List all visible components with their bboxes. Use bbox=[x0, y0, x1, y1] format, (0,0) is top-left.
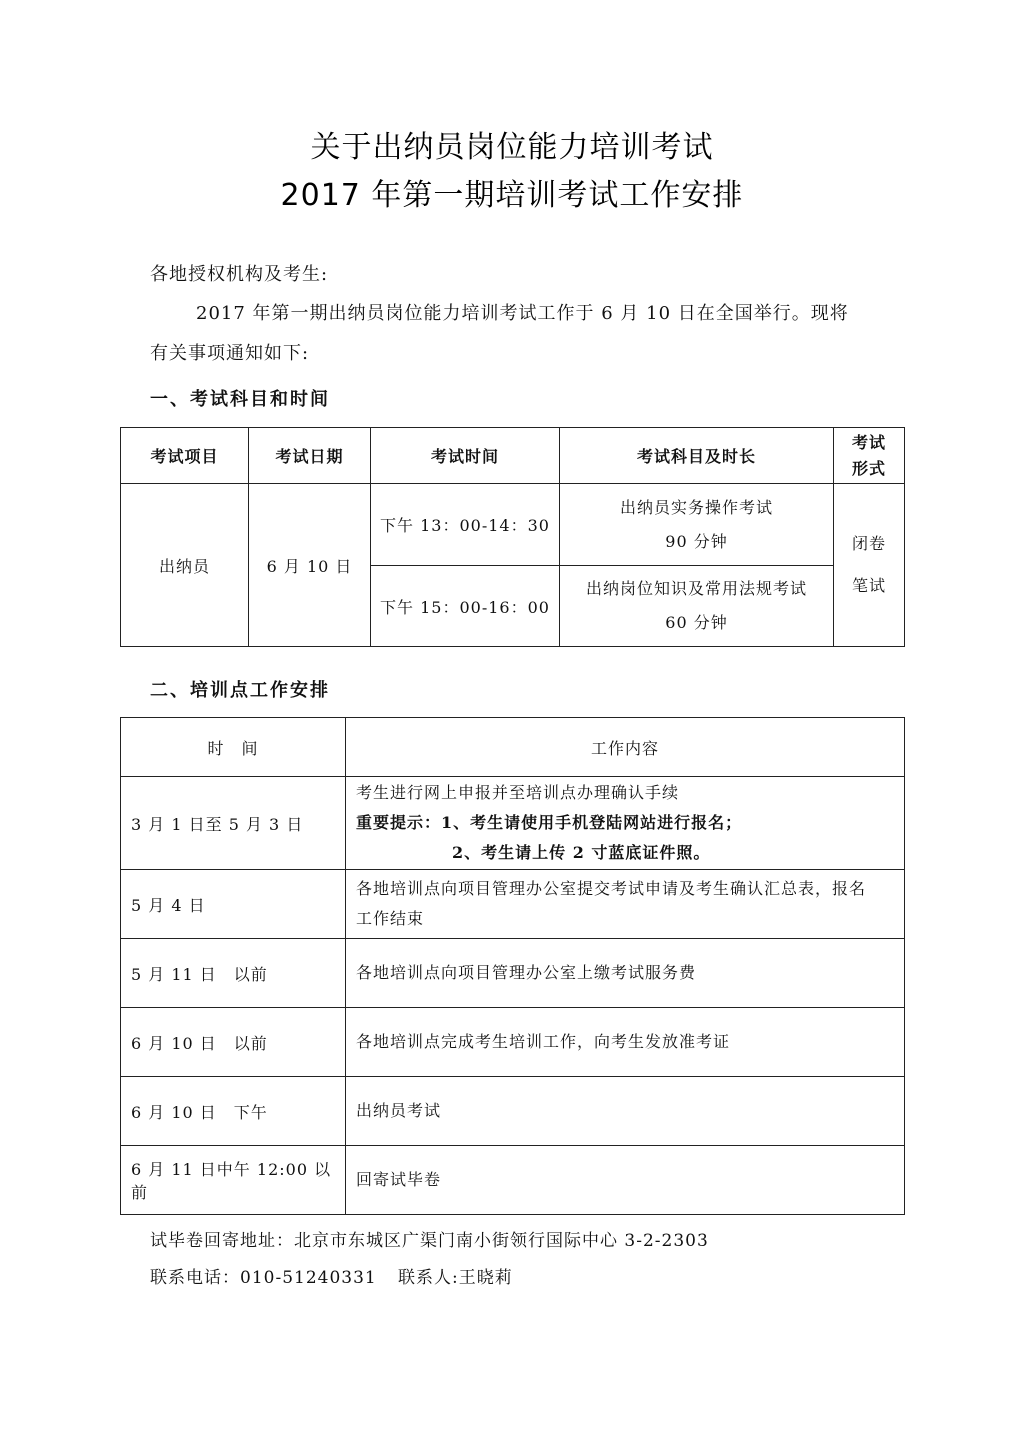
title-line-2: 2017 年第一期培训考试工作安排 bbox=[280, 178, 744, 213]
return-address: 试毕卷回寄地址：北京市东城区广渠门南小街领行国际中心 3-2-2303 bbox=[150, 1231, 709, 1251]
exam-subject-1: 出纳员实务操作考试 bbox=[619, 497, 773, 517]
table-row bbox=[121, 777, 905, 870]
header-exam-subject: 考试科目及时长 bbox=[560, 428, 834, 484]
table-row bbox=[121, 1008, 905, 1077]
header-time: 时 间 bbox=[121, 718, 346, 777]
row-time: 3 月 1 日至 5 月 3 日 bbox=[121, 777, 346, 870]
header-content: 工作内容 bbox=[346, 718, 905, 777]
exam-format-line-2: 笔试 bbox=[851, 576, 886, 595]
exam-format-cell bbox=[834, 484, 905, 647]
row-content: 回寄试毕卷 bbox=[346, 1146, 905, 1215]
salutation: 各地授权机构及考生: bbox=[150, 264, 329, 285]
header-exam-format-line-1: 考试 bbox=[851, 432, 886, 452]
row-content bbox=[346, 870, 905, 939]
important-tip-1: 重要提示：1、考生请使用手机登陆网站进行报名； bbox=[356, 813, 743, 832]
row-content-line-1: 各地培训点向项目管理办公室提交考试申请及考生确认汇总表，报名 bbox=[356, 879, 867, 898]
header-exam-date: 考试日期 bbox=[249, 428, 371, 484]
contact-person: 联系人:王晓莉 bbox=[398, 1268, 513, 1288]
exam-time-cell-2: 下午 15：00-16：00 bbox=[371, 566, 560, 647]
exam-subject-2: 出纳岗位知识及常用法规考试 bbox=[585, 579, 807, 598]
header-exam-format bbox=[834, 428, 905, 484]
row-content: 各地培训点完成考生培训工作，向考生发放准考证 bbox=[346, 1008, 905, 1077]
title-line-1: 关于出纳员岗位能力培训考试 bbox=[310, 130, 714, 165]
table-row bbox=[121, 939, 905, 1008]
row-content-line-2: 工作结束 bbox=[356, 909, 425, 928]
exam-time-cell-1: 下午 13：00-14：30 bbox=[371, 484, 560, 566]
important-tip-2: 2、考生请上传 2 寸蓝底证件照。 bbox=[452, 843, 711, 862]
exam-item-cell: 出纳员 bbox=[121, 484, 249, 647]
section-2-heading: 二、培训点工作安排 bbox=[150, 680, 330, 701]
row-time: 5 月 11 日 以前 bbox=[121, 939, 346, 1008]
table-row bbox=[121, 870, 905, 939]
row-time: 6 月 10 日 下午 bbox=[121, 1077, 346, 1146]
training-schedule-table bbox=[120, 717, 905, 1215]
exam-row-1 bbox=[121, 484, 905, 566]
exam-subject-cell-2 bbox=[560, 566, 834, 647]
document-title bbox=[0, 124, 1024, 220]
exam-schedule-table bbox=[120, 427, 905, 647]
training-table-header-row bbox=[121, 718, 905, 777]
intro-line-2: 有关事项通知如下: bbox=[150, 343, 310, 364]
intro-line-1: 2017 年第一期出纳员岗位能力培训考试工作于 6 月 10 日在全国举行。现将 bbox=[196, 303, 849, 324]
header-exam-item: 考试项目 bbox=[121, 428, 249, 484]
table-row bbox=[121, 1146, 905, 1215]
row-content: 出纳员考试 bbox=[346, 1077, 905, 1146]
header-exam-time: 考试时间 bbox=[371, 428, 560, 484]
row-time: 5 月 4 日 bbox=[121, 870, 346, 939]
exam-duration-1: 90 分钟 bbox=[665, 531, 728, 551]
row-time: 6 月 11 日中午 12:00 以前 bbox=[121, 1146, 346, 1215]
table-row bbox=[121, 1077, 905, 1146]
row-content bbox=[346, 777, 905, 870]
exam-format-line-1: 闭卷 bbox=[851, 534, 886, 553]
row-content-text: 考生进行网上申报并至培训点办理确认手续 bbox=[356, 783, 680, 802]
exam-duration-2: 60 分钟 bbox=[665, 613, 728, 632]
exam-date-cell: 6 月 10 日 bbox=[249, 484, 371, 647]
section-1-heading: 一、考试科目和时间 bbox=[150, 389, 330, 410]
contact-phone: 联系电话：010-51240331 bbox=[150, 1268, 377, 1288]
row-content: 各地培训点向项目管理办公室上缴考试服务费 bbox=[346, 939, 905, 1008]
exam-table-header-row bbox=[121, 428, 905, 484]
row-time: 6 月 10 日 以前 bbox=[121, 1008, 346, 1077]
header-exam-format-line-2: 形式 bbox=[851, 458, 886, 478]
exam-subject-cell-1 bbox=[560, 484, 834, 566]
